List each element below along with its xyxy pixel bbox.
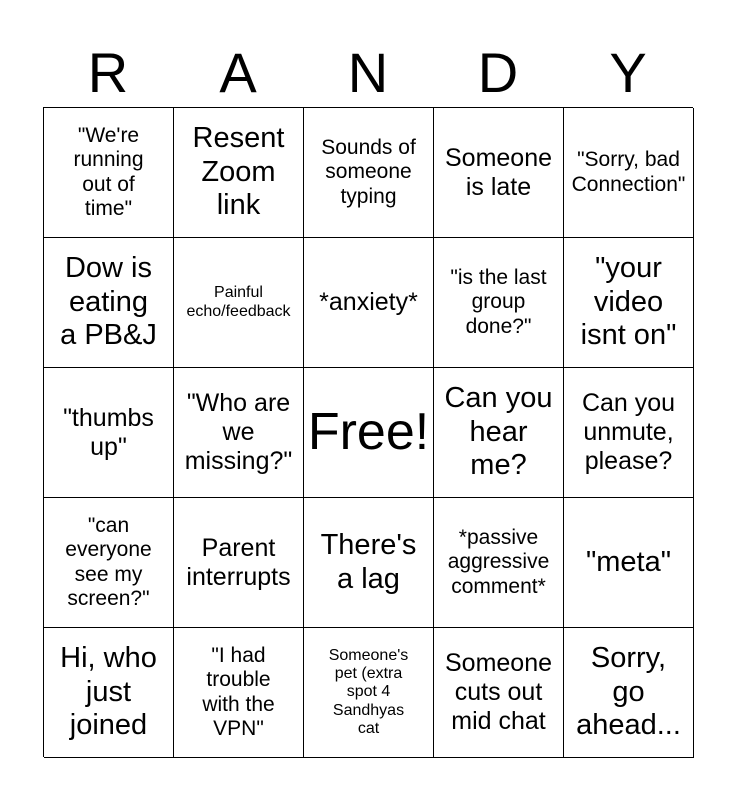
bingo-cell[interactable] <box>434 498 564 628</box>
bingo-cell[interactable] <box>44 498 174 628</box>
bingo-cell[interactable] <box>174 498 304 628</box>
header-letter-a: A <box>219 41 257 104</box>
free-space-cell[interactable] <box>304 368 434 498</box>
bingo-cell[interactable] <box>564 628 694 758</box>
bingo-cell[interactable] <box>304 628 434 758</box>
bingo-cell[interactable] <box>304 108 434 238</box>
cell-text: Can you unmute, please? <box>581 389 676 475</box>
cell-text: "is the last group done?" <box>450 266 547 338</box>
bingo-cell[interactable] <box>434 108 564 238</box>
bingo-cell[interactable] <box>44 108 174 238</box>
bingo-cell[interactable] <box>44 628 174 758</box>
cell-text: "thumbs up" <box>63 403 154 461</box>
bingo-cell[interactable] <box>174 368 304 498</box>
bingo-cell[interactable] <box>564 368 694 498</box>
cell-text: "We're running out of time" <box>73 124 144 220</box>
cell-text: "meta" <box>585 545 672 578</box>
bingo-cell[interactable] <box>434 368 564 498</box>
bingo-header <box>43 40 693 106</box>
header-letter-r: R <box>87 41 129 104</box>
bingo-board <box>43 107 693 757</box>
bingo-cell[interactable] <box>434 238 564 368</box>
cell-text: Someone's pet (extra spot 4 Sandhyas cat <box>328 646 409 738</box>
cell-text: Sorry, go ahead... <box>576 642 681 742</box>
header-letter-d: D <box>477 41 519 104</box>
cell-text: "I had trouble with the VPN" <box>202 644 275 740</box>
header-letter-y: Y <box>609 41 647 104</box>
cell-text: "Sorry, bad Connection" <box>571 148 686 196</box>
cell-text: Dow is eating a PB&J <box>60 252 157 352</box>
cell-text: Parent interrupts <box>186 533 291 591</box>
cell-text: "can everyone see my screen?" <box>65 514 152 610</box>
bingo-cell[interactable] <box>174 238 304 368</box>
cell-text: Can you hear me? <box>444 382 553 482</box>
free-space-text: Free! <box>307 402 430 461</box>
bingo-cell[interactable] <box>174 108 304 238</box>
bingo-cell[interactable] <box>564 498 694 628</box>
cell-text: *passive aggressive comment* <box>447 526 550 598</box>
cell-text: Hi, who just joined <box>60 642 157 742</box>
cell-text: Painful echo/feedback <box>186 284 291 320</box>
cell-text: *anxiety* <box>319 288 418 317</box>
cell-text: Someone is late <box>444 143 553 201</box>
bingo-cell[interactable] <box>564 238 694 368</box>
bingo-cell[interactable] <box>564 108 694 238</box>
bingo-cell[interactable] <box>304 498 434 628</box>
cell-text: "your video isnt on" <box>580 252 677 352</box>
header-letter-n: N <box>347 41 389 104</box>
cell-text: Resent Zoom link <box>192 122 285 222</box>
bingo-cell[interactable] <box>44 368 174 498</box>
cell-text: There's a lag <box>320 529 417 595</box>
cell-text: Sounds of someone typing <box>321 136 416 208</box>
cell-text: "Who are we missing?" <box>184 389 293 475</box>
bingo-cell[interactable] <box>434 628 564 758</box>
cell-text: Someone cuts out mid chat <box>444 649 553 735</box>
bingo-cell[interactable] <box>44 238 174 368</box>
bingo-cell[interactable] <box>174 628 304 758</box>
bingo-cell[interactable] <box>304 238 434 368</box>
